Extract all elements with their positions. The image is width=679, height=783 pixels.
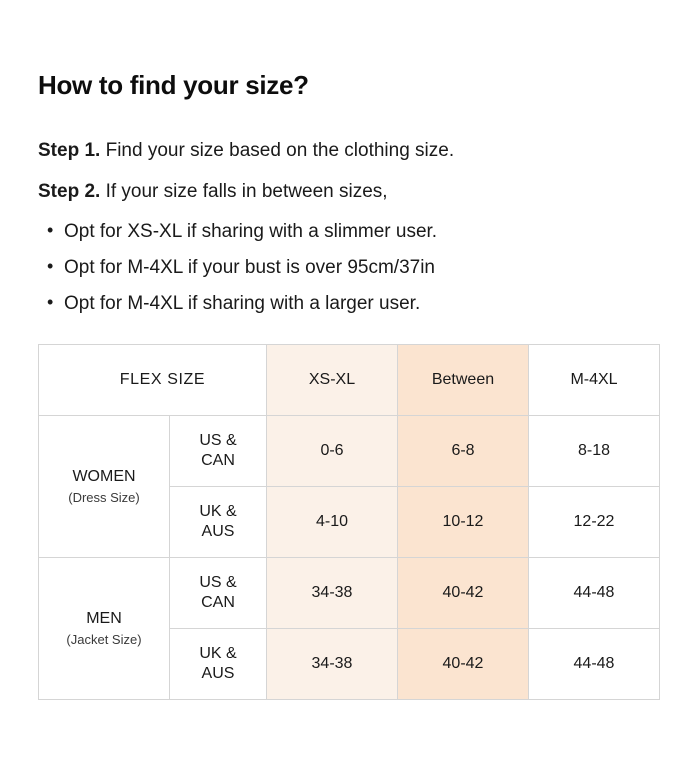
step-1-text: Find your size based on the clothing size. (100, 140, 455, 161)
region-line-2: CAN (201, 451, 235, 469)
region-men-uk-aus (170, 628, 267, 699)
group-women-sub: (Dress Size) (68, 490, 140, 506)
cell-value: 44-48 (529, 557, 660, 628)
region-line-1: US & (199, 431, 237, 449)
group-men-name: MEN (86, 609, 122, 627)
region-women-us-can (170, 415, 267, 486)
cell-value: 4-10 (267, 486, 398, 557)
step-2-text: If your size falls in between sizes, (100, 180, 388, 202)
cell-value: 44-48 (529, 628, 660, 699)
cell-value: 12-22 (529, 486, 660, 557)
size-chart-table (38, 344, 660, 700)
region-line-1: US & (199, 573, 237, 591)
cell-value: 10-12 (398, 486, 529, 557)
header-m-4xl: M-4XL (529, 344, 660, 415)
region-women-uk-aus (170, 486, 267, 557)
list-item: • Opt for XS-XL if sharing with a slimmer user. (38, 220, 643, 244)
list-item: • Opt for M-4XL if your bust is over 95cm/37in (38, 256, 643, 280)
cell-value: 6-8 (398, 415, 529, 486)
cell-value: 0-6 (267, 415, 398, 486)
step-2 (38, 180, 643, 205)
table-row (39, 557, 660, 628)
region-line-2: AUS (201, 664, 235, 682)
group-women (39, 415, 170, 557)
region-line-2: AUS (201, 522, 235, 540)
step-1-lead: Step 1. (38, 140, 101, 161)
region-line-1: UK & (199, 502, 237, 520)
page-title: How to find your size? (38, 70, 309, 100)
cell-value: 34-38 (267, 557, 398, 628)
header-xs-xl: XS-XL (267, 344, 398, 415)
table-header-row (39, 344, 660, 415)
region-line-1: UK & (199, 644, 237, 662)
cell-value: 8-18 (529, 415, 660, 486)
group-women-name: WOMEN (72, 467, 136, 485)
group-men (39, 557, 170, 699)
step-1 (38, 139, 643, 164)
step-2-lead: Step 2. (38, 180, 101, 202)
header-between: Between (398, 344, 529, 415)
header-flex-size: FLEX SIZE (39, 344, 267, 415)
cell-value: 40-42 (398, 628, 529, 699)
region-men-us-can (170, 557, 267, 628)
cell-value: 40-42 (398, 557, 529, 628)
region-line-2: CAN (201, 593, 235, 611)
cell-value: 34-38 (267, 628, 398, 699)
step-2-bullet-list (38, 220, 643, 315)
list-item: • Opt for M-4XL if sharing with a larger user. (38, 292, 643, 316)
group-men-sub: (Jacket Size) (66, 632, 142, 648)
table-row (39, 415, 660, 486)
